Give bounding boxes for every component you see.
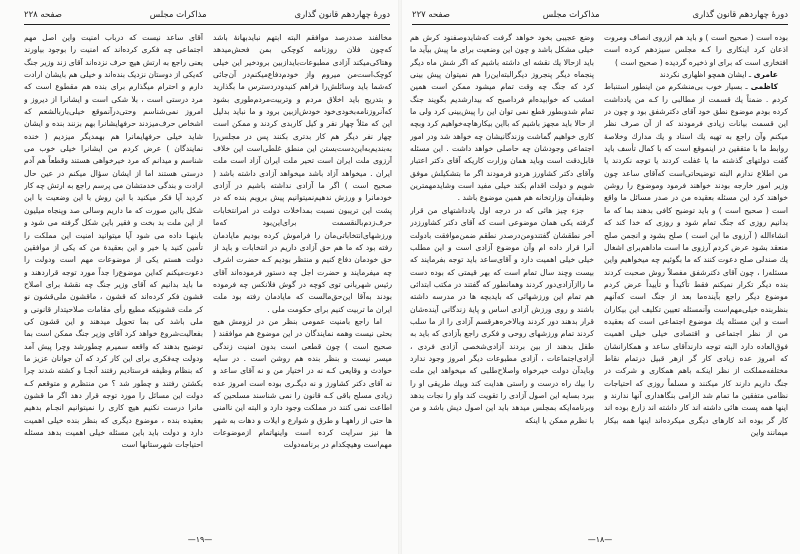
legislative-period: دورهٔ چهاردهم قانون گذاری: [294, 10, 390, 20]
folio-number: —۱۹—: [187, 535, 213, 544]
page-header: [24, 8, 390, 25]
paragraph: اما راجع بامنیت عمومی بنظر من در لزومش هیچ بحثی نیست وهمه نمایندگان در این موضوع هم موافقند ( صحیح است ) چون قطعی است بدون امنیت زندگی میسر نیست و بنظر بنده هم روشن است . در سایه حوادث و وقایعی کـه نه در اختیار من و نه آقای ساعد و نه آقای دکتر کشاورز و نه دیگـری بوده است امروز عده زیادی مسلح باقی کـه قانون را نمی شناسند مسلحین که اطاعت نمی کنند در مملکت وجود دارد و البته این ناامنی ها حتی از راههـا و طرق و شوارع و ایلات و دهات به شهر ها نیز سرایت کرده است واینها‌تمام ازموضوعات مهم‌است وهیچکدام در برنامه‌دولت: [213, 316, 392, 450]
speaker-name: عامری: [753, 70, 778, 80]
paragraph: وضع عجیبی بخود خواهد گرفت که‌شاید‌وصفنود کرش هم خیلی مشکل باشد و چون این وضعیت برای ما پیش بیآید ما باید ازحالا یك نقشه ای داشته باشیم که اگر شش ماه دیگر پنجماه دیگر پنجروز دیگرالبته‌این‌را هم نمیتوان پیش بینی کرد که جنگ چه وقت تمام میشود ممکن است همین امشب که خوابیده‌ام فرداصبح که بیدارشدیم بگویند جنگ تمام شدوبطور قطع نمی توان این را پیش‌بینی کرد ولی ما از حالا باید مجهز باشیم که بااین بیکارهاچه‌خواهیم کرد وبچه کاری خواهیم گماشت وزندگانیشان چه خواهد شد ودر امور اجتماعی وجودشان چه حاصلی خواهد داشت . این مسئله قابل‌دقت است وباید همان وزارت کاریکه آقای دکتر اعتبار وآقای دکتر کشاورز هردو فرمودند اگر ما بتشکیلش موفق شویم و دولت اقدام بکند خیلی مفید است وشاید‌مهمترین وظیفه‌آن وزارتخانه هم همین موضوع باشد .: [410, 33, 594, 203]
text-column-left: [410, 32, 594, 524]
text-columns: [24, 32, 392, 524]
page-number: صفحه ۲۲۷: [412, 10, 450, 20]
page-header: [412, 8, 788, 25]
text-column-right: [604, 32, 788, 524]
speech-text: ـ بسیار خوب بی‌منشکرم من اینطور استنباط کردم . ضمناً یك قسمت از مطالبی را کـه من یادداشت کرده بودم موضوع نطق خود آقای دکترشفق بود و چون در این قسمت بیانات زیادی فرمودند که از آن صرف نظر میکنم وآن راجع به تهیه یك اسناد و یك مدارك وخلاصهٔ روابط ما با متفقین در اینموقع است که با کمال تأسف باید گفت دولتهای گذشته ما یا غفلت کردند یا توجه نکردند یا من اطلاع ندارم البته توضیحاتی‌است که‌آقای ساعد چون وزیر امور خارجه بودند خواهند فرمود وموضوع را روشن خواهند کرد این مسئله بعقیده من در صدر مسائل ما واقع است ( صحیح است ) و باید توضیح کافی بدهند بما که ما بدانیم روزی که جنگ تمام شود و روزی که خدا کند که انشاءالله ( آرزوی ما این است ) صلح بشود و انجمن صلح منعقد بشود عرض کردم آرزوی ما است ماداهم‌برای اشغال یك صندلی صلح دعوت کنند که ما بگوئیم چه میخواهیم واین مسئله‌را ، چون آقای دکترشفق مفصلاً روش صحبت کردند بنده دیگر تکرار نمیکنم فقط تأکیداً و تأییداً عرض کردم موضوع دیگر راجع بآینده‌ما بعد از جنگ است که‌آنهم بنظر‌بنده خیلی‌مهم‌است وآنمسئله تعیین تکلیف این بیکاران است و این مسئله یك موضوع اجتماعی است که بعقیده من از نظر اجتماعی و اقتصادی خیلی خیلی اهمیت فوق‌العاده دارد البته توجه دارند‌آقای ساعد و همکارانشان که امروز عده زیادی کار گر ازهر قبیل درتمام نقاط مختلفه‌مملکت از نظر اینکـه باهم همکاری و شرکت در جنگ داریم دارند کار میکنند و مسلماً روزی که احتیاجات نظامی متفقین ما تمام شد الزامی بنگاهداری آنها ندارند و اینها همه پست هائی داشته اند کار داشته اند زارع بوده اند کار گر بوده اند کارهای دیگری میکرده‌اند اینها همه بیکار میمانند واین: [604, 82, 788, 437]
text-columns: [410, 32, 788, 524]
right-page: [400, 0, 800, 554]
text-column-left: [24, 32, 203, 524]
speech: [604, 81, 788, 439]
speaker-name: کاظمی: [750, 82, 778, 92]
text-column-right: [213, 32, 392, 524]
speech-text: ـ ایشان همچو اظهاری نکردند: [659, 70, 754, 80]
legislative-period: دورهٔ چهاردهم قانون گذاری: [692, 10, 788, 20]
publication-title: مذاکرات مجلس: [542, 10, 600, 20]
paragraph: بوده است ( صحیح است ) و باید هم ازروی انصاف ومروت اذعان کرد اینکاری را کـه مجلس سیزدهم کرده است افتخاری است که برای او ذخیره گردیده ( صحیح است ): [604, 33, 788, 67]
paragraph: آقای ساعد نیست که درباب امنیت واین اصل مهم اجتماعی چه فکری کرده‌اند که امنیت را بوجود بیاورند یعنی راجع به ارتش هیچ حرف نزده‌اند آقای زند وزیر جنگ که‌یکی از دوستان نزدیک بنده‌اند و خیلی هم بایشان ارادت دارم و احترام میگذارم برای بنده هم مقطوع است که مرد درستی است ، بلا شکی است و ایشانرا از دیروز و امروز نمی‌شناسم وحتی‌درآنموقع خیلی‌باربالشعم که اشخاص حرف‌میزدند حرفهایشانرا بهم بزنند بنده و ایشان شاید خیلی حرفهایمانرا هم بهمدیگر میزدیم ( خنده نمایندگان ) عرض کردم من ایشانرا خیلی خوب می شناسم و میدانم که مرد خیرخواهی هستند وقطعاً هم آدم درستی هستند اما از ایشان سؤال میکنم در عین حال ارادت و بندگی خدمتشان می پرسم راجع به ارتش چه کار کردید آیا فکر میکنید با این روش با این وضعیت با این شکل بااین صورت که ما داریم وسالی صد وپنجاه میلیون از این ملت بد بخت و فقیر باین شکل گرفته می شود و بابنهـا داده می شود آیا میتوانید امنیت این مملکت را تأمین کنید یا خیر و این بعقیدهٔ من که یکی از موافقین دولت هستم یکی از موضوعات مهم است ودولت را دعوت‌میکنم که‌این موضوع‌را جداً مورد توجه قراردهند و ما باید بدانیم که آقای وزیر جنگ چه نقشهٔ برای اصلاح قشون فکر کرده‌اند که قشون ، ماقشون ملی‌قشون نو کر ملت قشونیکه مطیع رأی مقامات صلاحیتدار قانونی و ملی باشد کی بما تحویل میدهند و این قشون کی بفعالیت‌شروع خواهد کرد آقای وزیر جنگ ممکن است بما توضیح بدهند که واقعه سمیرم چطورشد وچرا پیش آمد ودولت چه‌فکری برای این کار کرد که آن جوانان عزیز ما که بنظام وظیفه فرستادیم رفتند آنجـا و کشته شدند چرا بکشتن رفتند و چطور شد ؟ من منتظرم و متوقعم کـه دولت این مسائل را مورد توجه قرار دهد اگر ما قشون مانرا درست نکنیم هیچ کاری را نمیتوانیم انجـام بدهیم بعقیده بنده ، موضوع دیگری که بنظر بنده خیلی اهمیت دارد و دولت باید باین مسئله خیلی اهمیت بدهد مسئله احتیاجات شهرستانها است: [24, 33, 203, 450]
publication-title: مذاکرات مجلس: [149, 10, 207, 20]
folio-number: —۱۸—: [587, 535, 613, 544]
page-number: صفحه ۲۲۸: [24, 10, 62, 20]
speech: [604, 69, 788, 81]
paragraph: مخالفند صددرصد موافقم البته ابتهم نبایدبهانهٔ باشد که‌چون فلان روزنامه کوچکی بمن فحش‌میدهد وهتاکی‌میکند آزادی مطبوعات‌بایدازبین برود‌خیر این خیلی کوچک‌است‌من میروم واز خودم‌دفاع‌میکنم‌در آن‌جائی که‌شما باید وسائلش‌را فراهم کنید‌ودردسترس ما بگذارید و بتدریج باید اخلاق مردم و وتربیت‌مردم‌طوری بشود که‌آنروزنامه‌بخودی‌خود خودش‌ازبین برود و ما نباید بدلیل این که مثلاً چهار نفر و کیل کاربدی کردند و ممکن است چهار نفر دیگر هم کار بدتری بکنند پس در مجلس‌را به‌بندیم‌به‌این‌دست‌بستن این منطق غلطی‌است این خلاف آرزوی ملت ایران است تحیر ملت ایران آزاد است ملت ایران . میخواهد آزاد باشد میخواهد آزادی داشته باشد ( صحیح است ) اگر ما آزادی نداشته باشیم در آزادی خودمانرا و ورزش ندهیم‌نمیتوانیم پیش برویم بنده که در پشت این تریبون نسبت بمداخلات دولت در امرانتخابات حرف‌زدم‌بالنقسمت برای‌این‌بود که‌ما ورزشهای‌انتخاباتی‌مان را فراموش کرده بودیم مایادمان رفته بود که ما هم حق آزادی داریم در انتخابات و باید از حق خودمان دفاع کنیم و منتظر بودیم کـه حضرت اشرف چه میفرمایند و حضرت اجل چه دستور فرموده‌اند آقای رئیس شهربانی توی کوچه در گوش فلانکس چه فرموده بودند به‌آقا این‌حق‌مالست که مایادمان رفته بود ملت ایران ما تربیت کنیم برای حکومت ملی .: [213, 33, 392, 314]
paragraph: جزء چیز هائی که در درجه اول یادداشتهای من قرار گرفته یکی همان موضوعی است که آقای دکتر کشاورزدر آخر نطقشان گفتند‌ومن‌درصدر نطقم ضمن‌موافقت بادولت آنرا قرار داده ام وآن موضوع آزادی است و این مطلب خیلی خیلی اهمیت دارد و آقای‌ساعد باید توجه بفرمایند که بیست وچند سال تمام است که بهر قیمتی که بوده دست ما راازآزادی‌دور کردند وهمانطور که گفتند در مکتب ابتدائی هم تمام این ورزشهائی که بایدبچه ها در مدرسه داشته باشند و روی ورزش آزادی اساس و پایهٔ زندگانی آینده‌شان قرار بدهند دور کردند وبالاخره‌هرقسم آزادی را از ما سلب کردند تمام ورزشهای روحی و فکری راجع بآزادی که باید به طفل بدهند از بین بردند آزادی‌شخصی آزادی فردی ، آزادی‌اجتماعات ، آزادی مطبوعات دیگر امروز وجود ندارد وبایدآن دولت خیرخواه واصلاح‌طلبی که میخواهد این ملت را بیك راه درست و راستی هدایت کند وبیك طریقی او را ببرد بسایه این اصول آزادی را تقویت کند واو را نجات بدهد وبرنامه‌ایکه بمجلس میدهد باید این اصول دیش باشد و من با نظرم ممکن با اینکه: [410, 205, 594, 425]
